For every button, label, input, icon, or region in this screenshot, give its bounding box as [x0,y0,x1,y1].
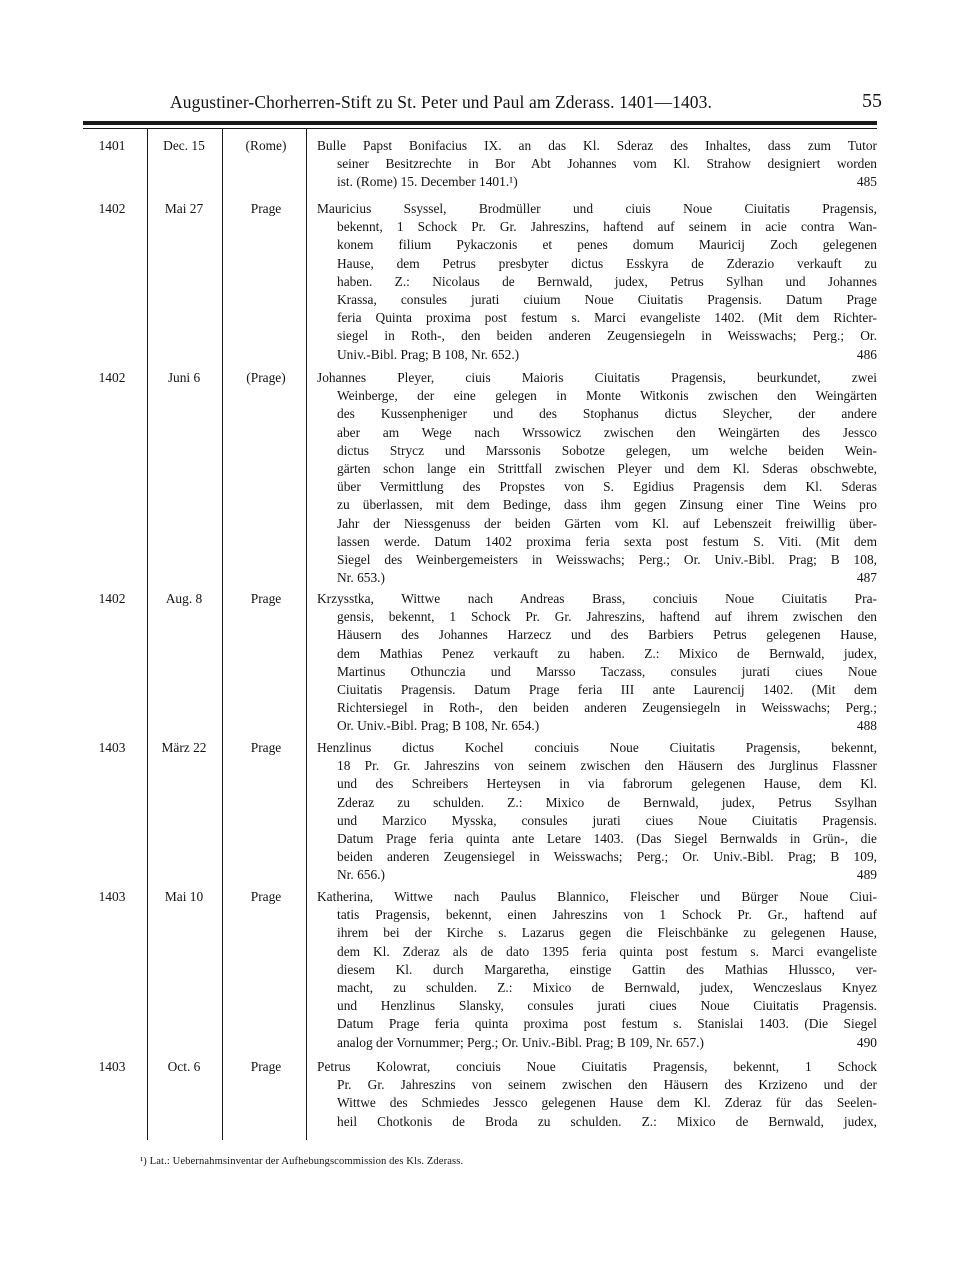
entry-text-line: Hause, dem Petrus presbyter dictus Esskyra de Zderazio verkauft zu [337,255,877,271]
entry-text-line-content: Or. Univ.-Bibl. Prag; B 108, Nr. 654.) [337,718,540,734]
entry-text-line: Häusern des Johannes Harzecz und des Barbiers Petrus gelegenen Hause, [337,627,877,643]
entry-text-line: konem filium Pykaczonis et penes domum Mauricij Zoch gelegenen [337,237,877,253]
entry-text-line: gensis, bekennt, 1 Schock Pr. Gr. Jahreszins, haftend auf ihrem zwischen den [337,609,877,625]
entry-text-line: Martinus Othunczia und Marsso Taczass, consules jurati ciues Noue [337,663,877,679]
entry-date: Aug. 8 [165,591,203,606]
entry-text-line: 18 Pr. Gr. Jahreszins von seinem zwischen den Häusern des Jurglinus Flassner [337,758,877,774]
entry-text-line: bekennt, 1 Schock Pr. Gr. Jahreszins, haftend auf seinem in acie contra Wan- [337,219,877,235]
entry-date: Juni 6 [167,370,201,385]
entry-date: Mai 27 [164,201,204,216]
entry-text [317,200,877,364]
entry-text-line: und des Schreibers Herteysen in via fabrorum gelegenen Hause, dem Kl. [337,776,877,792]
entry-place: Prage [250,201,282,216]
entry-date: Mai 10 [164,889,204,904]
entry-text-line: Mauricius Ssyssel, Brodmüller und ciuis Noue Ciuitatis Pragensis, [317,201,877,216]
entry-text-line [317,346,877,364]
entry-text-line: diesem Kl. durch Margaretha, einstige Gattin des Mathias Hlussco, ver- [337,961,877,977]
entry-date: Dec. 15 [163,138,205,153]
entry-text-line: Henzlinus dictus Kochel conciuis Noue Ciuitatis Pragensis, bekennt, [317,740,877,755]
entry-text-line: des Kussenpheniger und des Stophanus dictus Sleycher, der andere [337,406,877,422]
entry-year: 1403 [98,1059,126,1074]
column-divider-place [306,129,307,1140]
entry-year: 1403 [98,889,126,904]
running-title: Augustiner-Chorherren-Stift zu St. Peter und Paul am Zderass. 1401—1403. [170,92,712,112]
entry-text-line [317,717,877,735]
entry-text-line: dem Mathias Penez verkauft zu haben. Z.: Mixico de Bernwald, judex, [337,645,877,661]
entry-text-line [317,1034,877,1052]
footnote: ¹) Lat.: Uebernahmsinventar der Aufhebungscommission des Kls. Zderass. [140,1156,464,1167]
entry-place: Prage [250,889,282,904]
entry-text-line: haben. Z.: Nicolaus de Bernwald, judex, Petrus Sylhan und Johannes [337,273,877,289]
entry-text-line: Zderaz zu schulden. Z.: Mixico de Bernwald, judex, Petrus Ssylhan [337,794,877,810]
entry-text-line: siegel in Roth-, den beiden anderen Zeugensiegeln in Weisswachs; Perg.; Or. [337,328,877,344]
entry-text-line [317,866,877,884]
page-header [170,92,882,118]
entry-text-line: lassen werde. Datum 1402 proxima feria sexta post festum S. Viti. (Mit dem [337,533,877,549]
entry-text-line: dem Kl. Zderaz als de dato 1395 feria quinta post festum s. Marci evangeliste [337,943,877,959]
page-number: 55 [862,90,882,112]
entry-place: Prage [250,591,282,606]
entry-text-line: Krassa, consules jurati ciuium Noue Ciuitatis Pragensis. Datum Prage [337,292,877,308]
entry-text [317,739,877,885]
entry-number: 489 [856,867,877,883]
header-rule-thin [83,128,877,129]
column-divider-date [222,129,223,1140]
entry-place: Prage [250,1059,282,1074]
entry-text-line: Weinberge, der eine gelegen in Monte Witkonis zwischen den Weingärten [337,388,877,404]
entry-number: 487 [856,570,877,586]
entry-text-line [317,569,877,587]
entry-text-line: zu überlassen, mit dem Bedinge, dass ihm gegen Zinsung einer Tine Weins pro [337,497,877,513]
entry-number: 485 [856,174,877,190]
entry-text-line: Ciuitatis Pragensis. Datum Prage feria III ante Laurencij 1402. (Mit dem [337,682,877,698]
entry-text [317,590,877,736]
entry-text [317,137,877,192]
entry-text-line: feria Quinta proxima post festum s. Marci evangeliste 1402. (Mit dem Richter- [337,310,877,326]
entry-place: Prage [250,740,282,755]
entry-text-line: ihrem bei der Kirche s. Lazarus gegen die Fleischbänke zu gelegenen Hause, [337,925,877,941]
entry-text [317,369,877,587]
entry-year: 1403 [98,740,126,755]
entry-text-line-content: ist. (Rome) 15. December 1401.¹) [337,174,518,190]
entry-date: März 22 [161,740,207,755]
entry-text-line: tatis Pragensis, bekennt, einen Jahreszins von 1 Schock Pr. Gr., haftend auf [337,907,877,923]
entry-text-line: Krzysstka, Wittwe nach Andreas Brass, conciuis Noue Ciuitatis Pra- [317,591,877,606]
entry-text-line: Richtersiegel in Roth-, den beiden anderen Zeugensiegeln in Weisswachs; Perg.; [337,700,877,716]
entry-text-line: über Vermittlung des Propstes von S. Egidius Pragensis dem Kl. Sderas [337,479,877,495]
entry-text-line: Wittwe des Schmiedes Jessco gelegenen Hause dem Kl. Zderaz für das Seelen- [337,1095,877,1111]
entry-date: Oct. 6 [167,1059,201,1074]
entry-text-line-content: analog der Vornummer; Perg.; Or. Univ.-Bibl. Prag; B 109, Nr. 657.) [337,1034,704,1050]
column-divider-year [147,129,148,1140]
entry-text-line: Johannes Pleyer, ciuis Maioris Ciuitatis Pragensis, beurkundet, zwei [317,370,877,385]
entry-text-line: Datum Prage feria quinta ante Letare 1403. (Das Siegel Bernwalds in Grün-, die [337,831,877,847]
entry-place: (Rome) [245,138,287,153]
entry-text-line: Datum Prage feria quinta proxima post festum s. Stanislai 1403. (Die Siegel [337,1016,877,1032]
entry-text-line-content: Nr. 653.) [337,570,385,586]
entry-text-line: aber am Wege nach Wrssowicz zwischen den Weingärten des Jessco [337,424,877,440]
entry-text-line: Jahr der Niessgenuss der beiden Gärten vom Kl. auf Lebenszeit freiwillig über- [337,515,877,531]
entry-text [317,888,877,1052]
entry-text-line: gärten schon lange ein Strittfall zwischen Pleyer und dem Kl. Sderas obschwebte, [337,461,877,477]
entry-text-line: Petrus Kolowrat, conciuis Noue Ciuitatis Pragensis, bekennt, 1 Schock [317,1059,877,1074]
entry-text-line: heil Chotkonis de Broda zu schulden. Z.: Mixico de Bernwald, judex, [337,1113,877,1129]
entry-year: 1401 [98,138,126,153]
entry-year: 1402 [98,201,126,216]
entry-text-line: und Henzlinus Slansky, consules jurati ciues Noue Ciuitatis Pragensis. [337,998,877,1014]
entry-text-line-content: Univ.-Bibl. Prag; B 108, Nr. 652.) [337,346,520,362]
entry-place: (Prage) [246,370,286,385]
entry-text-line: Pr. Gr. Jahreszins von seinem zwischen den Häusern des Krzizeno und der [337,1077,877,1093]
entry-text-line: beiden anderen Zeugensiegel in Weisswachs; Perg.; Or. Univ.-Bibl. Prag; B 109, [337,849,877,865]
entry-text-line-content: Nr. 656.) [337,867,385,883]
entry-text-line: dictus Strycz und Marssonis Sobotze gelegen, um welche beiden Wein- [337,442,877,458]
entry-year: 1402 [98,591,126,606]
entry-text-line: und Marzico Mysska, consules jurati ciues Noue Ciuitatis Pragensis. [337,812,877,828]
header-rule-thick [83,121,877,125]
entry-number: 486 [856,346,877,362]
entry-text-line: macht, zu schulden. Z.: Mixico de Bernwald, judex, Wenczeslaus Knyez [337,980,877,996]
entry-number: 488 [856,718,877,734]
entry-text-line [317,173,877,191]
entry-text-line: seiner Besitzrechte in Bor Abt Johannes vom Kl. Strahow designiert worden [337,156,877,172]
entry-text-line: Siegel des Weinbergemeisters in Weisswachs; Perg.; Or. Univ.-Bibl. Prag; B 108, [337,552,877,568]
entry-year: 1402 [98,370,126,385]
entry-text-line: Bulle Papst Bonifacius IX. an das Kl. Sderaz des Inhaltes, dass zum Tutor [317,138,877,153]
entry-text-line: Katherina, Wittwe nach Paulus Blannico, Fleischer und Bürger Noue Ciui- [317,889,877,904]
entry-text [317,1058,877,1131]
entry-number: 490 [856,1034,877,1050]
